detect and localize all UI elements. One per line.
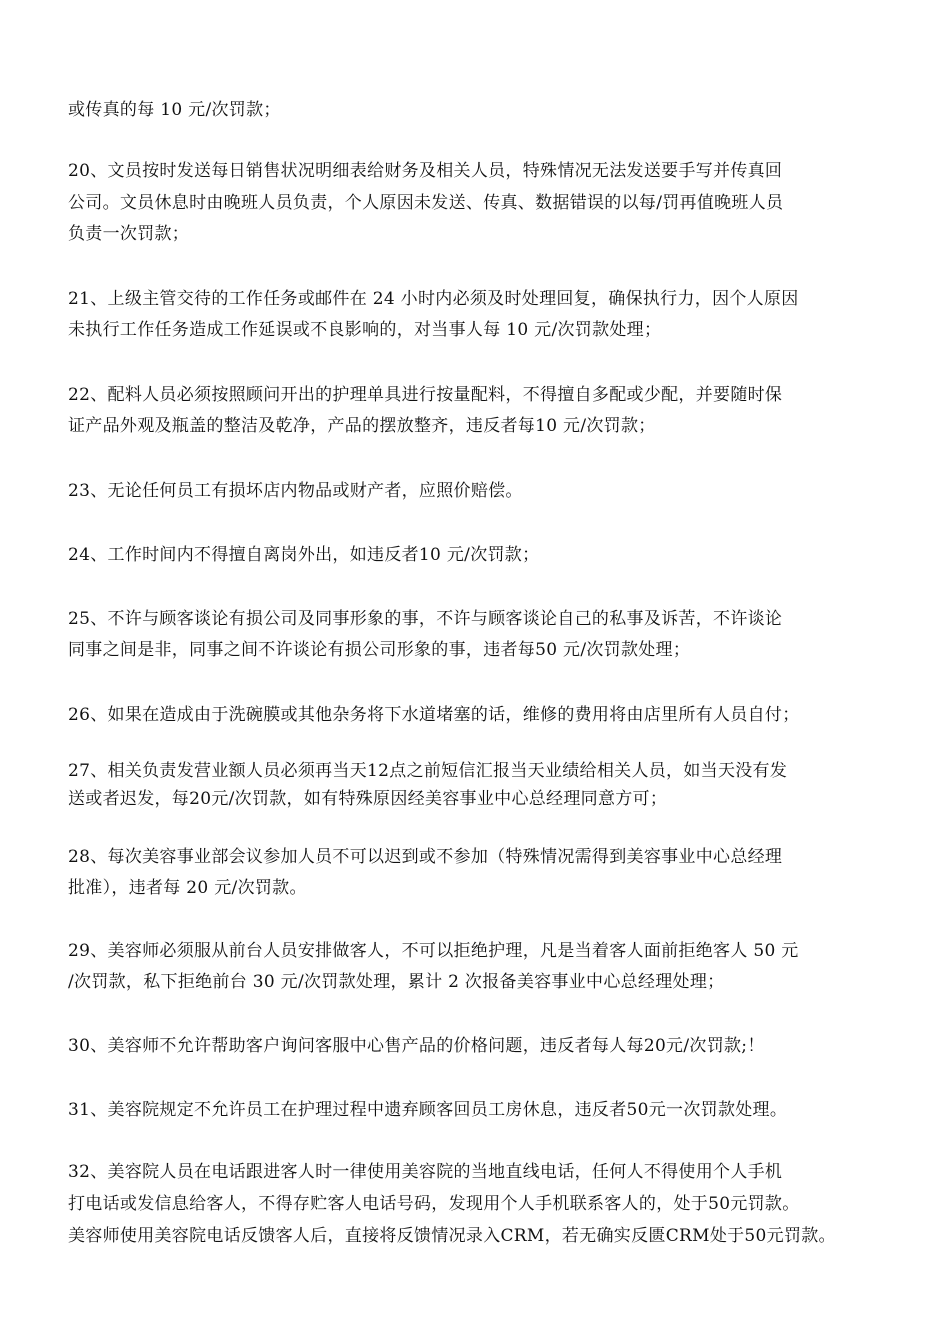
text-line: 美容师使用美容院电话反馈客人后，直接将反馈情况录入CRM，若无确实反匮CRM处于50元罚款。 bbox=[68, 1226, 836, 1246]
text-line: 公司。文员休息时由晚班人员负责，个人原因未发送、传真、数据错误的以每/罚再值晚班人员 bbox=[68, 193, 784, 213]
text-line: 29、美容师必须服从前台人员安排做客人，不可以拒绝护理，凡是当着客人面前拒绝客人 50 元 bbox=[68, 941, 799, 961]
text-line: 20、文员按时发送每日销售状况明细表给财务及相关人员，特殊情况无法发送要手写并传真回 bbox=[68, 161, 783, 181]
text-line: 打电话或发信息给客人，不得存贮客人电话号码，发现用个人手机联系客人的，处于50元罚款。 bbox=[68, 1194, 800, 1214]
text-line: 未执行工作任务造成工作延误或不良影响的，对当事人每 10 元/次罚款处理； bbox=[68, 320, 662, 340]
text-line: 27、相关负责发营业额人员必须再当天12点之前短信汇报当天业绩给相关人员，如当天没有发 bbox=[68, 761, 788, 781]
text-line: 24、工作时间内不得擅自离岗外出，如违反者10 元/次罚款； bbox=[68, 545, 540, 565]
text-line: 21、上级主管交待的工作任务或邮件在 24 小时内必须及时处理回复，确保执行力，因个人原因 bbox=[68, 289, 799, 309]
text-line: 23、无论任何员工有损坏店内物品或财产者，应照价赔偿。 bbox=[68, 481, 523, 501]
text-line: 31、美容院规定不允许员工在护理过程中遗弃顾客回员工房休息，违反者50元一次罚款处理。 bbox=[68, 1100, 788, 1120]
text-line: 26、如果在造成由于洗碗膜或其他杂务将下水道堵塞的话，维修的费用将由店里所有人员自付； bbox=[68, 705, 800, 725]
text-line: /次罚款，私下拒绝前台 30 元/次罚款处理，累计 2 次报备美容事业中心总经理处理； bbox=[68, 972, 725, 992]
text-line: 负责一次罚款； bbox=[68, 224, 190, 244]
text-line: 22、配料人员必须按照顾问开出的护理单具进行按量配料，不得擅自多配或少配，并要随时保 bbox=[68, 385, 783, 405]
text-line: 证产品外观及瓶盖的整洁及乾净，产品的摆放整齐，违反者每10 元/次罚款； bbox=[68, 416, 656, 436]
text-line: 送或者迟发，每20元/次罚款，如有特殊原因经美容事业中心总经理同意方可； bbox=[68, 789, 668, 809]
text-line: 28、每次美容事业部会议参加人员不可以迟到或不参加（特殊情况需得到美容事业中心总经理 bbox=[68, 847, 783, 867]
text-line: 32、美容院人员在电话跟进客人时一律使用美容院的当地直线电话，任何人不得使用个人手机 bbox=[68, 1162, 783, 1182]
text-line: 或传真的每 10 元/次罚款； bbox=[68, 100, 281, 120]
text-line: 同事之间是非，同事之间不许谈论有损公司形象的事，违者每50 元/次罚款处理； bbox=[68, 640, 691, 660]
text-line: 25、不许与顾客谈论有损公司及同事形象的事，不许与顾客谈论自己的私事及诉苦，不许谈论 bbox=[68, 609, 783, 629]
text-line: 30、美容师不允许帮助客户询问客服中心售产品的价格问题，违反者每人每20元/次罚款;！ bbox=[68, 1036, 765, 1056]
text-line: 批准），违者每 20 元/次罚款。 bbox=[68, 878, 307, 898]
